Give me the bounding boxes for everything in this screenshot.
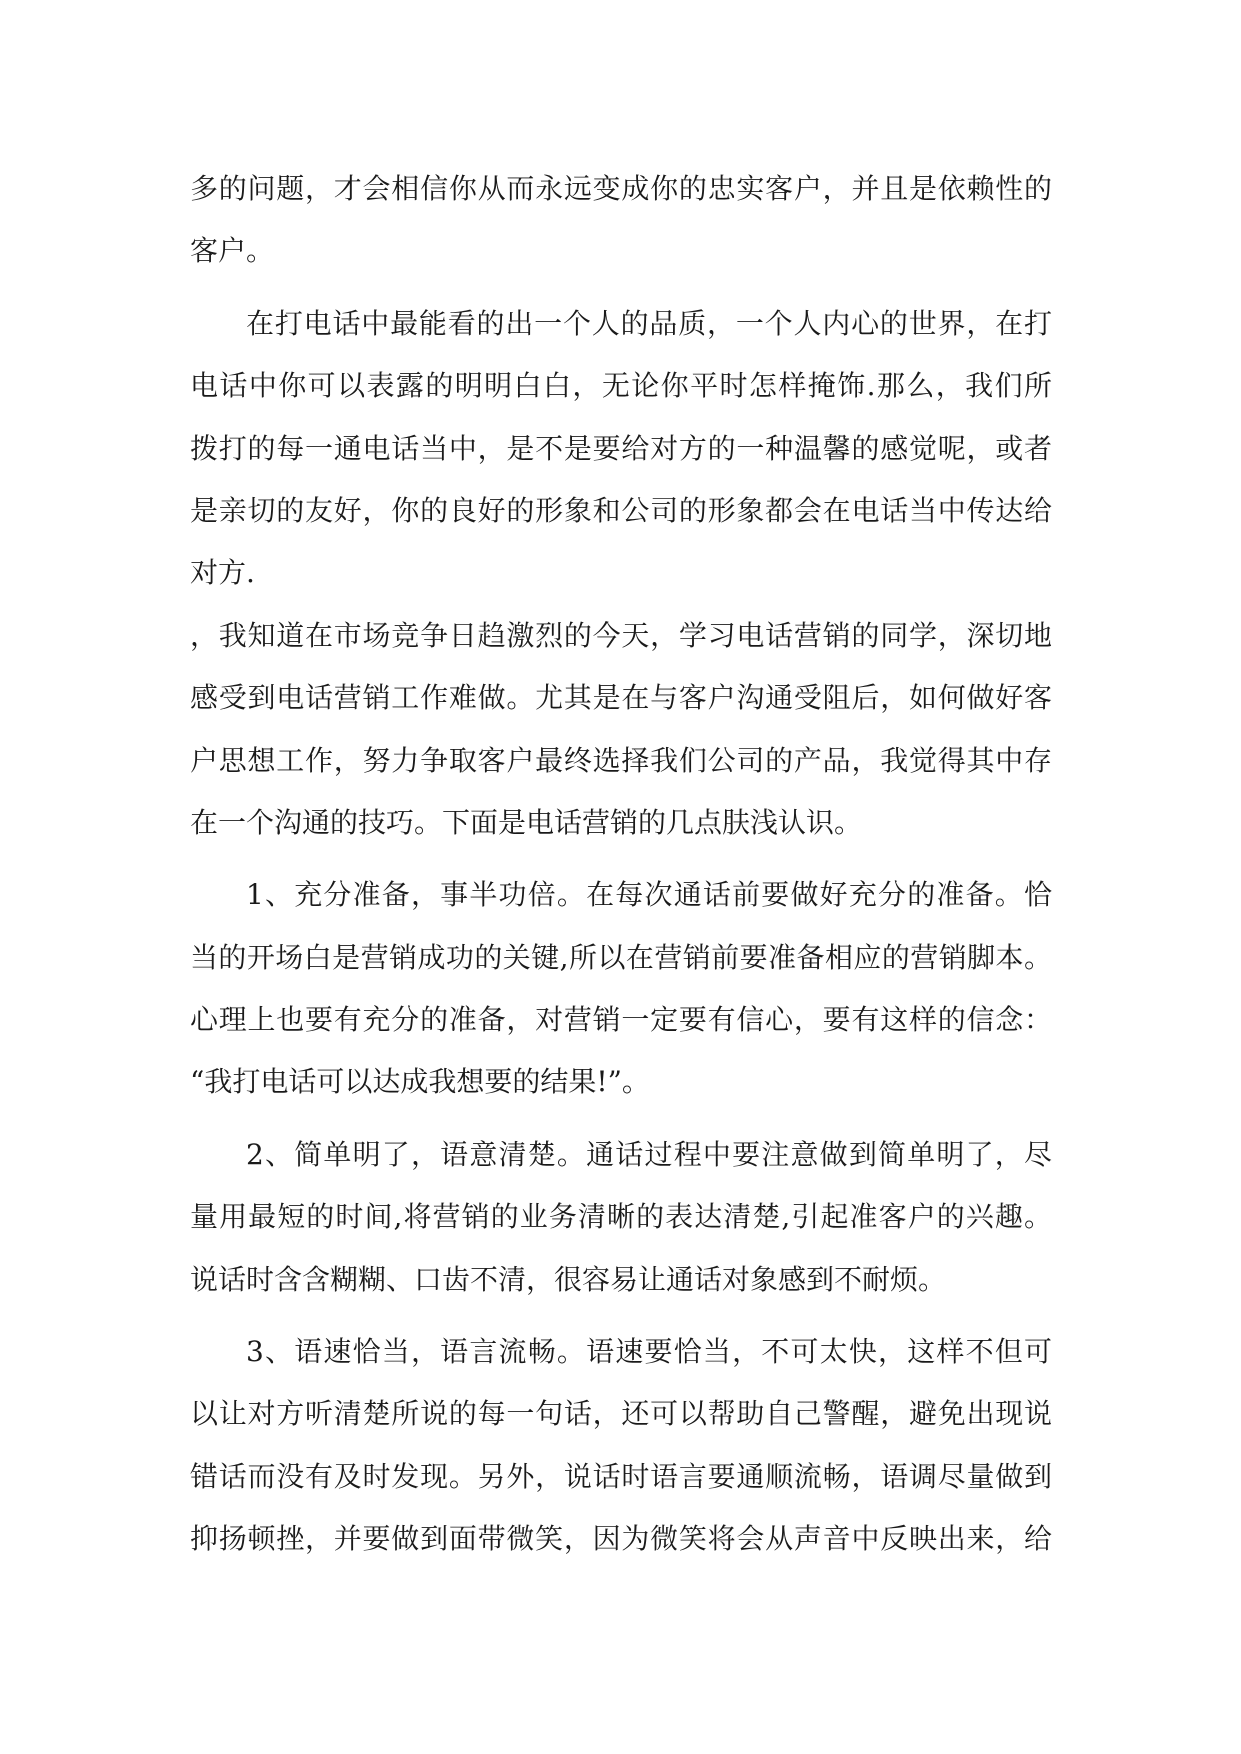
document-body (190, 158, 1052, 1571)
text-line: 3、语速恰当，语言流畅。语速要恰当，不可太快，这样不但可 (246, 1335, 1052, 1369)
text-line: 说话时含含糊糊、口齿不清，很容易让通话对象感到不耐烦。 (190, 1262, 947, 1296)
text-line: “我打电话可以达成我想要的结果!”。 (190, 1065, 650, 1099)
paragraph-1 (190, 158, 1052, 283)
paragraph-6 (190, 1321, 1052, 1571)
text-line: 多的问题，才会相信你从而永远变成你的忠实客户，并且是依赖性的 (190, 172, 1052, 205)
text-line: 心理上也要有充分的准备，对营销一定要有信心，要有这样的信念： (190, 1003, 1052, 1037)
text-line: 错话而没有及时发现。另外，说话时语言要通顺流畅，语调尽量做到 (190, 1459, 1052, 1493)
text-line: 对方. (190, 556, 255, 590)
text-line: 电话中你可以表露的明明白白，无论你平时怎样掩饰.那么，我们所 (190, 369, 1052, 403)
text-line: 以让对方听清楚所说的每一句话，还可以帮助自己警醒，避免出现说 (190, 1397, 1052, 1431)
text-line: 是亲切的友好，你的良好的形象和公司的形象都会在电话当中传达给 (190, 493, 1052, 527)
paragraph-3 (190, 605, 1052, 855)
text-line: 感受到电话营销工作难做。尤其是在与客户沟通受阻后，如何做好客 (190, 681, 1052, 715)
text-line: 在一个沟通的技巧。下面是电话营销的几点肤浅认识。 (190, 805, 863, 839)
text-line: 客户。 (190, 234, 275, 268)
text-line: 拨打的每一通电话当中，是不是要给对方的一种温馨的感觉呢，或者 (190, 431, 1052, 465)
text-line: 2、简单明了，语意清楚。通话过程中要注意做到简单明了，尽 (246, 1137, 1052, 1171)
paragraph-2 (190, 293, 1052, 605)
text-line: 1、充分准备，事半功倍。在每次通话前要做好充分的准备。恰 (246, 878, 1052, 912)
text-line: ，我知道在市场竞争日趋激烈的今天，学习电话营销的同学，深切地 (190, 618, 1052, 652)
text-line: 在打电话中最能看的出一个人的品质，一个人内心的世界，在打 (246, 306, 1052, 340)
paragraph-5 (190, 1124, 1052, 1311)
text-line: 户思想工作，努力争取客户最终选择我们公司的产品，我觉得其中存 (190, 743, 1052, 777)
paragraph-4 (190, 864, 1052, 1114)
text-line: 量用最短的时间,将营销的业务清晰的表达清楚,引起准客户的兴趣。 (190, 1200, 1052, 1234)
text-line: 当的开场白是营销成功的关键,所以在营销前要准备相应的营销脚本。 (190, 940, 1052, 974)
text-line: 抑扬顿挫，并要做到面带微笑，因为微笑将会从声音中反映出来，给 (190, 1522, 1052, 1556)
